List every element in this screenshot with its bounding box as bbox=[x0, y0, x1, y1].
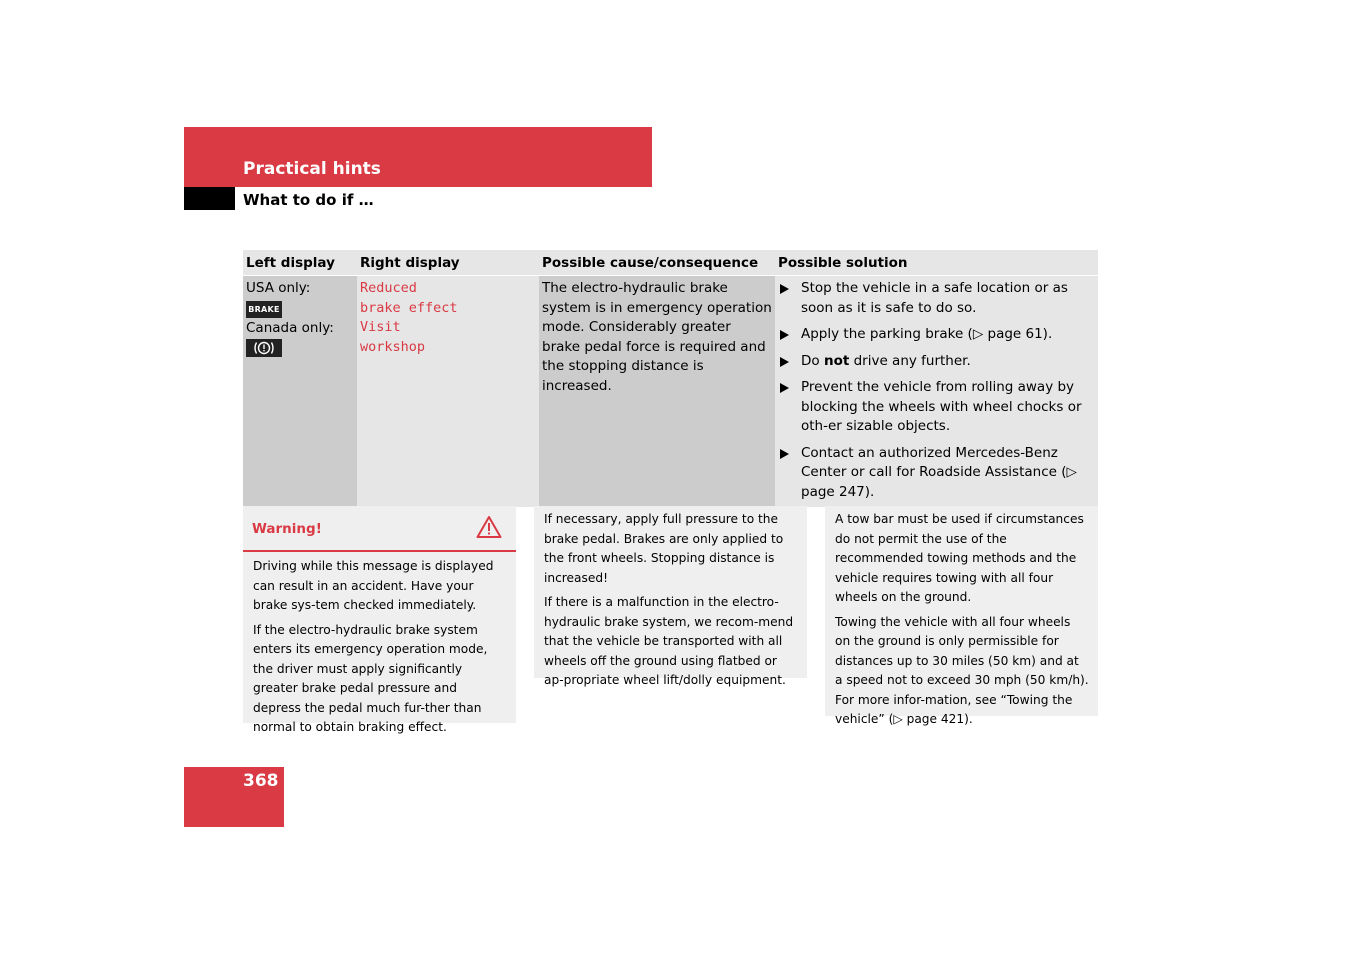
right-display-line: workshop bbox=[360, 338, 426, 355]
bullet-triangle-icon bbox=[780, 330, 789, 340]
canada-label: Canada only: bbox=[246, 319, 334, 336]
column-header-cause: Possible cause/consequence bbox=[539, 250, 775, 276]
warning-paragraph: If the electro-hydraulic brake system enters its emergency operation mode, the driver must apply significantly greater brake pedal pressure and depress the pedal much fur-ther than normal to obtain braking effect. bbox=[253, 622, 488, 734]
solution-text: Do bbox=[801, 352, 824, 369]
list-item bbox=[778, 378, 1095, 437]
list-item bbox=[778, 444, 1095, 503]
note-paragraph: Towing the vehicle with all four wheels on the ground is only permissible for distances up to 30 miles (50 km) and at a speed not to exceed 30 mph (50 km/h). For more infor-mation, see “Towing the vehicle” (▷ page 421). bbox=[835, 614, 1089, 726]
solution-text: Stop the vehicle in a safe location or as soon as it is safe to do so. bbox=[801, 280, 1068, 316]
warning-triangle-icon bbox=[476, 515, 502, 546]
note-paragraph: A tow bar must be used if circumstances do not permit the use of the recommended towing methods and the vehicle requires towing with all four wheels on the ground. bbox=[835, 512, 1084, 604]
right-display-cell bbox=[357, 276, 539, 508]
solution-text: Apply the parking brake (▷ page 61). bbox=[801, 326, 1053, 342]
brake-circle-icon bbox=[246, 339, 282, 357]
bullet-triangle-icon bbox=[780, 383, 789, 393]
page-subtitle: What to do if … bbox=[243, 191, 374, 209]
solution-cell bbox=[775, 276, 1098, 508]
towing-note bbox=[825, 506, 1098, 726]
header-tab-marker bbox=[184, 187, 235, 210]
table-row bbox=[243, 276, 1098, 508]
right-display-line: Reduced bbox=[360, 280, 417, 296]
note-paragraph: If there is a malfunction in the electro-hydraulic brake system, we recom-mend that the vehicle be transported with all wheels off the ground using flatbed or ap-propriate wheel lift/dolly equipment. bbox=[544, 595, 794, 687]
list-item bbox=[778, 325, 1095, 345]
solution-text: drive any further. bbox=[849, 352, 971, 369]
solution-text: Contact an authorized Mercedes-Benz Center or call for Roadside Assistance (▷ page 247). bbox=[801, 444, 1077, 500]
bullet-triangle-icon bbox=[780, 284, 789, 294]
cause-cell: The electro-hydraulic brake system is in emergency operation mode. Considerably greater brake pedal force is required and the stopping distance is increased. bbox=[539, 276, 775, 508]
list-item bbox=[778, 352, 1095, 372]
note-paragraph: If necessary, apply full pressure to the brake pedal. Brakes are only applied to the front wheels. Stopping distance is increased! bbox=[544, 512, 784, 585]
bullet-triangle-icon bbox=[780, 449, 789, 459]
warning-box bbox=[243, 506, 516, 734]
left-display-cell bbox=[243, 276, 357, 508]
section-title: Practical hints bbox=[243, 159, 381, 179]
brake-warning-icon: BRAKE bbox=[246, 301, 282, 318]
column-header-solution: Possible solution bbox=[775, 250, 1098, 276]
warning-title: Warning! bbox=[252, 521, 322, 537]
solution-text: Prevent the vehicle from rolling away by blocking the wheels with wheel chocks or oth-er sizable objects. bbox=[801, 379, 1082, 434]
warning-paragraph: Driving while this message is displayed can result in an accident. Have your brake sys-tem checked immediately. bbox=[253, 559, 494, 612]
display-messages-table bbox=[243, 250, 1098, 507]
warning-header bbox=[243, 506, 516, 552]
column-header-right-display: Right display bbox=[357, 250, 539, 276]
brake-pressure-note bbox=[534, 506, 807, 687]
page-number: 368 bbox=[243, 771, 279, 791]
table-header-row bbox=[243, 250, 1098, 276]
right-display-line: Visit bbox=[360, 319, 401, 335]
column-header-left-display: Left display bbox=[243, 250, 357, 276]
solution-emphasis: not bbox=[823, 352, 850, 369]
right-display-line: brake effect bbox=[360, 299, 458, 316]
list-item bbox=[778, 279, 1095, 318]
bullet-triangle-icon bbox=[780, 357, 789, 367]
usa-label: USA only: bbox=[246, 280, 311, 296]
solution-list bbox=[778, 279, 1095, 502]
